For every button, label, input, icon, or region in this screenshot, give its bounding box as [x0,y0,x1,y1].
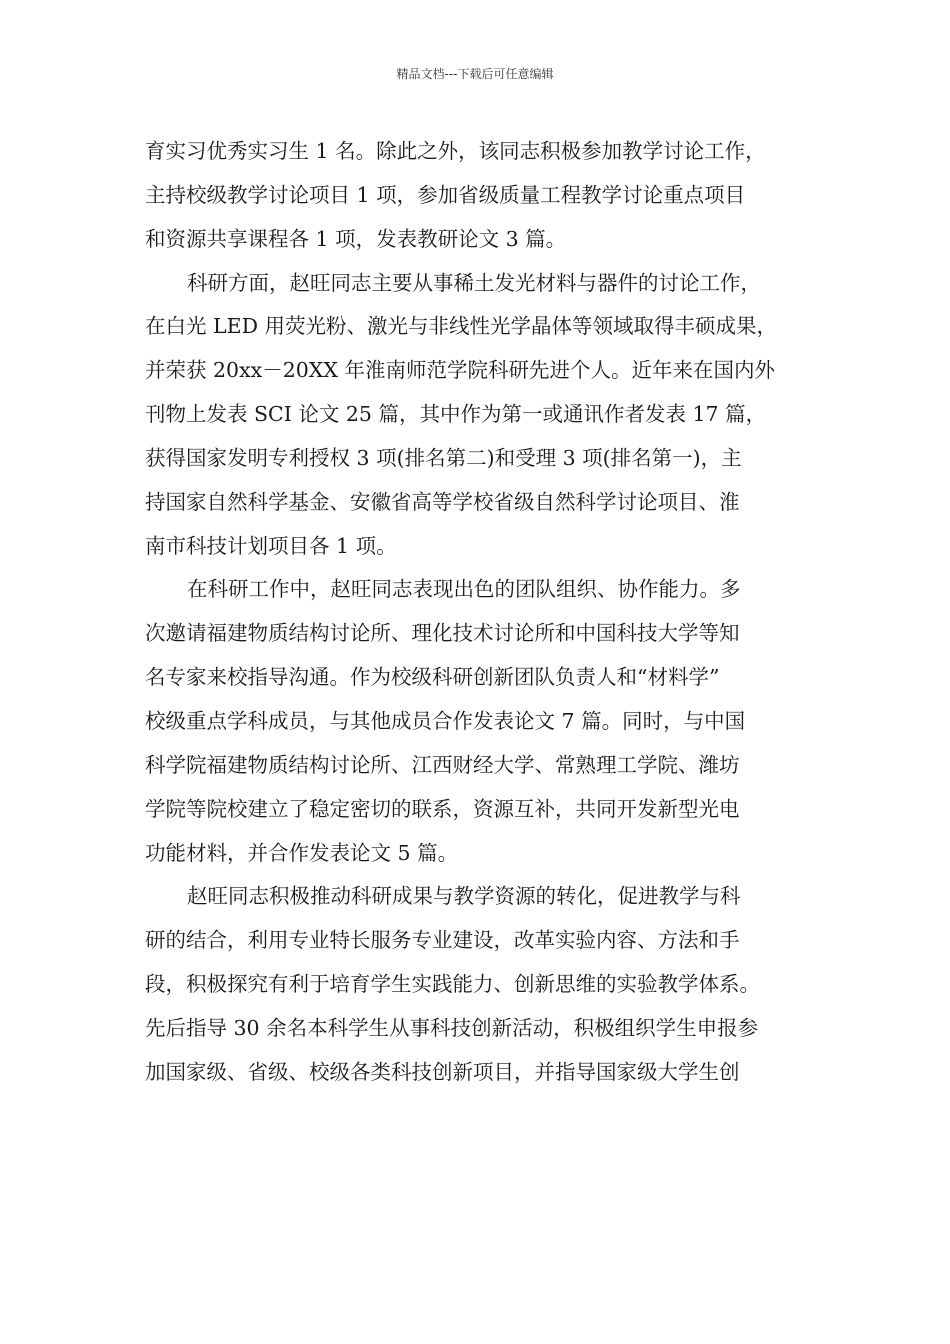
text-line: 刊物上发表 SCI 论文 25 篇，其中作为第一或通讯作者发表 17 篇， [145,402,767,427]
text-line: 科研方面，赵旺同志主要从事稀土发光材料与器件的讨论工作， [187,270,761,295]
text-line: 段，积极探究有利于培育学生实践能力、创新思维的实验教学体系。 [145,972,760,997]
paragraph-2 [145,262,830,569]
paragraph-1 [145,130,830,262]
text-line: 名专家来校指导沟通。作为校级科研创新团队负责人和“材料学” [145,665,720,690]
text-line: 校级重点学科成员，与其他成员合作发表论文 7 篇。同时，与中国 [145,708,746,733]
text-line: 功能材料，并合作发表论文 5 篇。 [145,840,459,865]
text-line: 先后指导 30 余名本科学生从事科技创新活动，积极组织学生申报参 [145,1015,759,1040]
text-line: 获得国家发明专利授权 3 项(排名第二)和受理 3 项(排名第一)，主 [145,445,742,470]
text-line: 育实习优秀实习生 1 名。除此之外，该同志积极参加教学讨论工作， [145,139,766,163]
body-text [145,130,830,1095]
text-line: 加国家级、省级、校级各类科技创新项目，并指导国家级大学生创 [145,1059,740,1084]
text-line: 研的结合，利用专业特长服务专业建设，改革实验内容、方法和手 [145,928,740,953]
text-line: 在白光 LED 用荧光粉、激光与非线性光学晶体等领域取得丰硕成果， [145,314,778,339]
paragraph-3 [145,568,830,875]
text-line: 持国家自然科学基金、安徽省高等学校省级自然科学讨论项目、淮 [145,489,740,514]
text-line: 科学院福建物质结构讨论所、江西财经大学、常熟理工学院、潍坊 [145,752,740,777]
page-header: 精品文档---下载后可任意编辑 [396,67,554,81]
text-line: 和资源共享课程各 1 项，发表教研论文 3 篇。 [145,226,567,251]
text-line: 主持校级教学讨论项目 1 项，参加省级质量工程教学讨论重点项目 [145,182,746,207]
text-line: 赵旺同志积极推动科研成果与教学资源的转化，促进教学与科 [187,884,741,909]
text-line: 南市科技计划项目各 1 项。 [145,533,397,558]
text-line: 并荣获 20xx－20XX 年淮南师范学院科研先进个人。近年来在国内外 [145,358,776,383]
paragraph-4 [145,875,830,1094]
text-line: 在科研工作中，赵旺同志表现出色的团队组织、协作能力。多 [187,577,741,602]
text-line: 次邀请福建物质结构讨论所、理化技术讨论所和中国科技大学等知 [145,621,740,646]
text-line: 学院等院校建立了稳定密切的联系，资源互补，共同开发新型光电 [145,796,740,821]
